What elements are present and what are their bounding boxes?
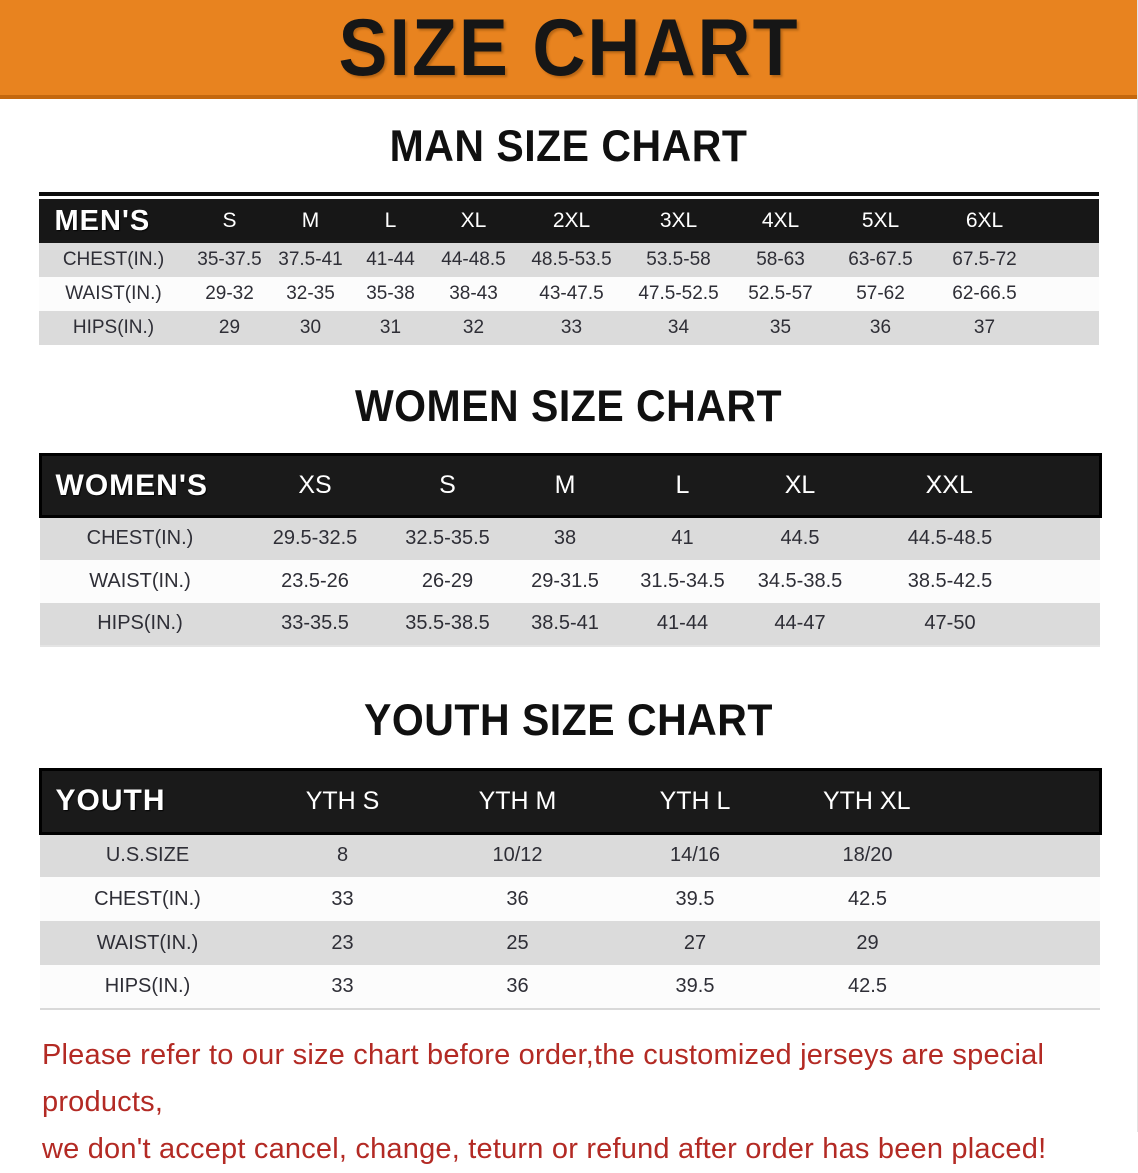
size-value: 18/20 (785, 833, 1100, 877)
row-label: CHEST(IN.) (40, 517, 240, 560)
size-value: 44.5 (740, 517, 860, 560)
women-col-header-m: M (505, 455, 625, 517)
men-col-header-2xl: 2XL (517, 199, 627, 243)
women-col-header-s: S (390, 455, 505, 517)
women-col-header-xs: XS (240, 455, 390, 517)
men-hips-row (39, 311, 1099, 345)
size-value: 47-50 (860, 603, 1100, 646)
size-value: 35 (731, 311, 831, 345)
men-size-table (39, 199, 1099, 345)
youth-col-header-l: YTH L (605, 769, 785, 833)
women-size-table (39, 453, 1102, 647)
size-value: 27 (605, 921, 785, 965)
size-value: 29 (189, 311, 271, 345)
size-value: 35.5-38.5 (390, 603, 505, 646)
women-col-header-xl: XL (740, 455, 860, 517)
size-value: 8 (255, 833, 430, 877)
size-value: 38.5-41 (505, 603, 625, 646)
men-col-header-m: M (271, 199, 351, 243)
row-label: WAIST(IN.) (40, 560, 240, 603)
youth-chest-row (40, 877, 1100, 921)
size-value: 63-67.5 (831, 243, 931, 277)
women-hips-row (40, 603, 1100, 646)
footer-note-line2: we don't accept cancel, change, teturn or refund after order has been placed! (42, 1133, 1047, 1166)
size-value: 29 (785, 921, 1100, 965)
youth-col-header-s: YTH S (255, 769, 430, 833)
men-col-header-l: L (351, 199, 431, 243)
size-value: 32.5-35.5 (390, 517, 505, 560)
size-value: 25 (430, 921, 605, 965)
youth-ussize-row (40, 833, 1100, 877)
size-value: 29-31.5 (505, 560, 625, 603)
men-col-header-xl: XL (431, 199, 517, 243)
women-table-label: WOMEN'S (40, 455, 240, 517)
size-value: 29.5-32.5 (240, 517, 390, 560)
size-value: 33 (517, 311, 627, 345)
size-value: 57-62 (831, 277, 931, 311)
section-heading-men: MAN SIZE CHART (389, 121, 748, 171)
size-value: 42.5 (785, 965, 1100, 1009)
size-value: 43-47.5 (517, 277, 627, 311)
men-waist-row (39, 277, 1099, 311)
men-col-header-3xl: 3XL (627, 199, 731, 243)
women-col-header-l: L (625, 455, 740, 517)
women-chest-row (40, 517, 1100, 560)
youth-size-table-wrap (39, 768, 1099, 1011)
size-value: 31.5-34.5 (625, 560, 740, 603)
size-value: 44-48.5 (431, 243, 517, 277)
size-value: 38 (505, 517, 625, 560)
footer-note-line1: Please refer to our size chart before order,the customized jerseys are special products, (42, 1039, 1045, 1119)
section-heading-youth: YOUTH SIZE CHART (364, 694, 773, 745)
size-value: 41-44 (625, 603, 740, 646)
men-chest-row (39, 243, 1099, 277)
banner (0, 0, 1137, 99)
men-col-header-s: S (189, 199, 271, 243)
size-value: 39.5 (605, 965, 785, 1009)
women-col-header-xxl: XXL (860, 455, 1100, 517)
youth-waist-row (40, 921, 1100, 965)
size-value: 33-35.5 (240, 603, 390, 646)
size-value: 34.5-38.5 (740, 560, 860, 603)
row-label: WAIST(IN.) (39, 277, 189, 311)
men-col-header-5xl: 5XL (831, 199, 931, 243)
size-value: 34 (627, 311, 731, 345)
size-value: 47.5-52.5 (627, 277, 731, 311)
size-value: 62-66.5 (931, 277, 1099, 311)
size-value: 35-37.5 (189, 243, 271, 277)
section-heading-women: WOMEN SIZE CHART (354, 381, 783, 431)
size-value: 23 (255, 921, 430, 965)
youth-col-header-m: YTH M (430, 769, 605, 833)
size-value: 38-43 (431, 277, 517, 311)
size-value: 36 (430, 965, 605, 1009)
size-value: 32 (431, 311, 517, 345)
youth-header-row (40, 769, 1100, 833)
row-label: HIPS(IN.) (39, 311, 189, 345)
size-value: 32-35 (271, 277, 351, 311)
size-value: 52.5-57 (731, 277, 831, 311)
size-value: 44.5-48.5 (860, 517, 1100, 560)
men-col-header-4xl: 4XL (731, 199, 831, 243)
size-value: 26-29 (390, 560, 505, 603)
row-label: CHEST(IN.) (40, 877, 255, 921)
size-value: 30 (271, 311, 351, 345)
size-value: 48.5-53.5 (517, 243, 627, 277)
size-value: 10/12 (430, 833, 605, 877)
youth-table-label: YOUTH (40, 769, 255, 833)
men-size-table-wrap (39, 192, 1099, 345)
size-value: 29-32 (189, 277, 271, 311)
size-value: 33 (255, 965, 430, 1009)
row-label: CHEST(IN.) (39, 243, 189, 277)
size-value: 36 (831, 311, 931, 345)
size-value: 38.5-42.5 (860, 560, 1100, 603)
youth-col-header-xl: YTH XL (785, 769, 1100, 833)
page-title: SIZE CHART (337, 2, 800, 93)
women-header-row (40, 455, 1100, 517)
row-label: HIPS(IN.) (40, 965, 255, 1009)
size-value: 42.5 (785, 877, 1100, 921)
footer-note (42, 1032, 1107, 1173)
women-size-table-wrap (39, 453, 1099, 647)
row-label: HIPS(IN.) (40, 603, 240, 646)
size-value: 41 (625, 517, 740, 560)
men-header-row (39, 199, 1099, 243)
row-label: WAIST(IN.) (40, 921, 255, 965)
women-waist-row (40, 560, 1100, 603)
size-value: 67.5-72 (931, 243, 1099, 277)
youth-size-table (39, 768, 1102, 1011)
men-table-label: MEN'S (39, 199, 189, 243)
size-value: 23.5-26 (240, 560, 390, 603)
men-col-header-6xl: 6XL (931, 199, 1099, 243)
size-value: 35-38 (351, 277, 431, 311)
size-value: 37 (931, 311, 1099, 345)
youth-hips-row (40, 965, 1100, 1009)
size-value: 39.5 (605, 877, 785, 921)
size-value: 37.5-41 (271, 243, 351, 277)
row-label: U.S.SIZE (40, 833, 255, 877)
size-value: 31 (351, 311, 431, 345)
size-value: 14/16 (605, 833, 785, 877)
size-value: 33 (255, 877, 430, 921)
size-value: 58-63 (731, 243, 831, 277)
size-value: 44-47 (740, 603, 860, 646)
size-value: 41-44 (351, 243, 431, 277)
size-value: 53.5-58 (627, 243, 731, 277)
size-value: 36 (430, 877, 605, 921)
